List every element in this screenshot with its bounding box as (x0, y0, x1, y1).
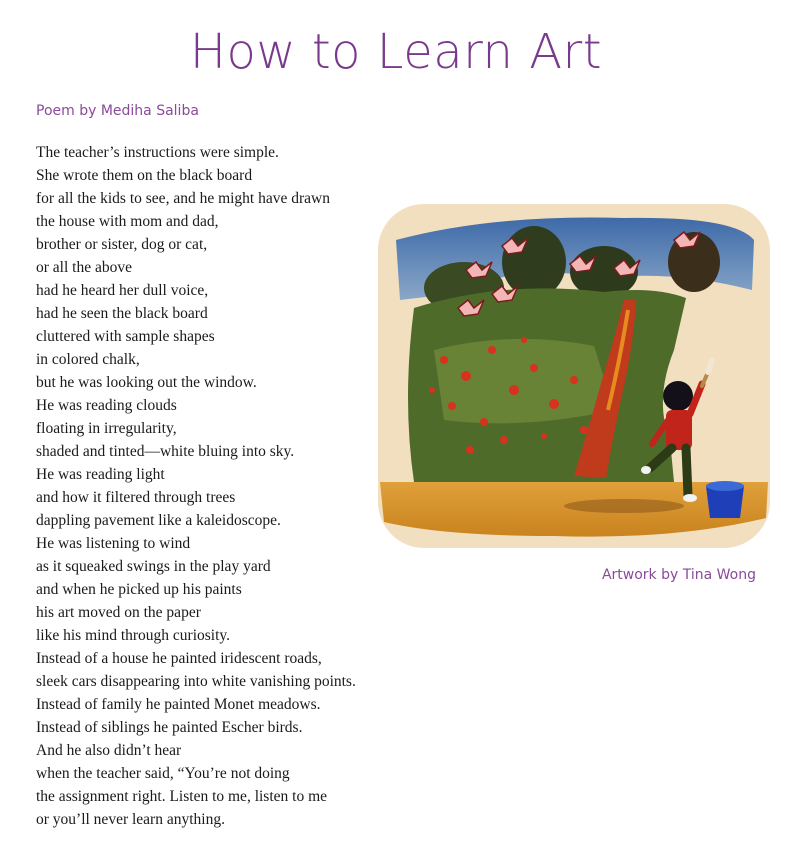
tree (502, 226, 566, 298)
poem-line: as it squeaked swings in the play yard (36, 558, 271, 575)
poem-line: when the teacher said, “You’re not doing (36, 765, 290, 782)
poem-line: but he was looking out the window. (36, 374, 257, 391)
poem-line: cluttered with sample shapes (36, 328, 215, 345)
poem-line: for all the kids to see, and he might have drawn (36, 190, 330, 207)
poem-line: dappling pavement like a kaleidoscope. (36, 512, 281, 529)
poem-author-credit: Poem by Mediha Saliba (36, 103, 199, 119)
artwork-illustration (374, 200, 774, 552)
poem-line: the assignment right. Listen to me, listen to me (36, 788, 328, 805)
paint-bucket (706, 481, 744, 518)
poem-line: brother or sister, dog or cat, (36, 236, 208, 253)
poem-line: or you’ll never learn anything. (36, 811, 225, 828)
poem-line: had he seen the black board (36, 305, 208, 322)
poem-line: Instead of family he painted Monet meadows. (36, 696, 321, 713)
poem-body (36, 141, 416, 831)
poem-line: floating in irregularity, (36, 420, 177, 437)
poem-line: The teacher’s instructions were simple. (36, 144, 279, 161)
poem-line: and when he picked up his paints (36, 581, 242, 598)
poem-line: Instead of siblings he painted Escher birds. (36, 719, 303, 736)
poem-line: and how it filtered through trees (36, 489, 236, 506)
poem-line: like his mind through curiosity. (36, 627, 231, 644)
poem-line: And he also didn’t hear (36, 742, 182, 759)
poem-line: or all the above (36, 259, 132, 276)
poem-line: He was listening to wind (36, 535, 191, 552)
meadow-light (434, 339, 614, 423)
poem-line: had he heard her dull voice, (36, 282, 209, 299)
child-shadow (564, 499, 684, 513)
poem-line: sleek cars disappearing into white vanishing points. (36, 673, 356, 690)
poem-line: He was reading clouds (36, 397, 177, 414)
poem-line: She wrote them on the black board (36, 167, 253, 184)
artwork-credit: Artwork by Tina Wong (601, 567, 756, 583)
poem-line: He was reading light (36, 466, 165, 483)
page-title: How to Learn Art (189, 24, 603, 80)
poem-line: his art moved on the paper (36, 604, 201, 621)
poem-line: the house with mom and dad, (36, 213, 219, 230)
poem-line: Instead of a house he painted iridescent roads, (36, 650, 322, 667)
poem-line: in colored chalk, (36, 351, 140, 368)
poem-line: shaded and tinted—white bluing into sky. (36, 443, 295, 460)
